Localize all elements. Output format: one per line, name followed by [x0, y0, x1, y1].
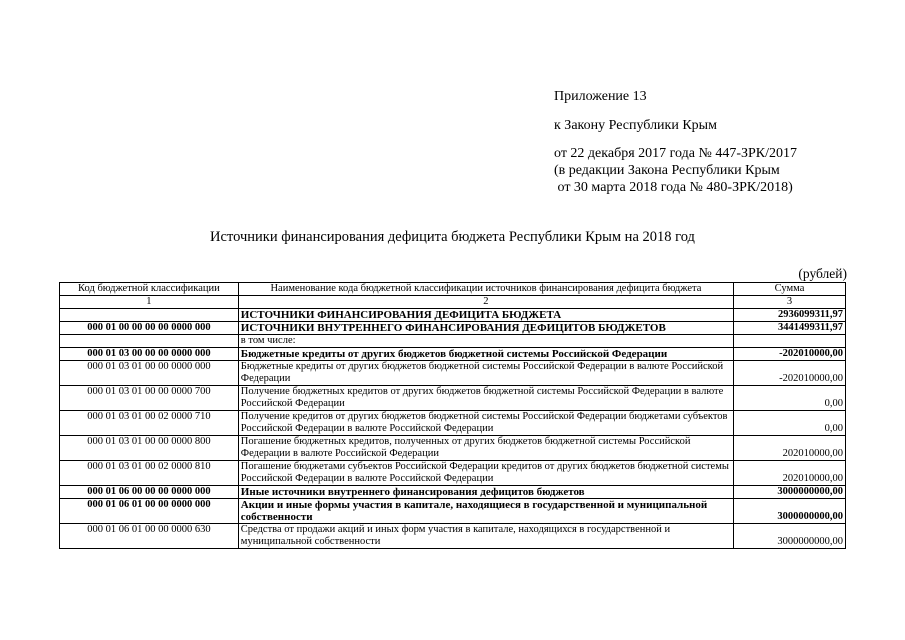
- row-code: 000 01 00 00 00 00 0000 000: [60, 322, 239, 335]
- row-sum: -202010000,00: [734, 361, 846, 386]
- row-code: 000 01 03 00 00 00 0000 000: [60, 348, 239, 361]
- row-name: Получение кредитов от других бюджетов бюджетной системы Российской Федерации бюджетами субъектов Российской Федерации в валюте Российской Федерации: [238, 411, 733, 436]
- row-name: в том числе:: [238, 335, 733, 348]
- row-code: 000 01 06 01 00 00 0000 630: [60, 524, 239, 549]
- row-name: Иные источники внутреннего финансирования дефицитов бюджетов: [238, 486, 733, 499]
- row-name: Бюджетные кредиты от других бюджетов бюджетной системы Российской Федерации в валюте Российской Федерации: [238, 361, 733, 386]
- appendix-date: от 22 декабря 2017 года № 447-ЗРК/2017: [554, 146, 798, 161]
- budget-sources-table: [59, 282, 846, 549]
- appendix-block: [554, 88, 797, 196]
- table-row: [60, 461, 846, 486]
- row-sum: 3441499311,97: [734, 322, 846, 335]
- header-sum: Сумма: [734, 283, 846, 296]
- table-row: [60, 411, 846, 436]
- table-row: [60, 348, 846, 361]
- header-code: Код бюджетной классификации: [60, 283, 239, 296]
- table-row: [60, 499, 846, 524]
- row-code: 000 01 06 01 00 00 0000 000: [60, 499, 239, 524]
- row-name: Получение бюджетных кредитов от других бюджетов бюджетной системы Российской Федерации в валюте Российской Федерации: [238, 386, 733, 411]
- appendix-law: к Закону Республики Крым: [554, 118, 717, 133]
- row-sum: 3000000000,00: [734, 524, 846, 549]
- row-name: Бюджетные кредиты от других бюджетов бюджетной системы Российской Федерации: [238, 348, 733, 361]
- appendix-number: Приложение 13: [554, 89, 647, 104]
- row-sum: -202010000,00: [734, 348, 846, 361]
- row-code: 000 01 03 01 00 00 0000 800: [60, 436, 239, 461]
- row-sum: 3000000000,00: [734, 486, 846, 499]
- row-sum: 202010000,00: [734, 461, 846, 486]
- table-row: [60, 361, 846, 386]
- appendix-edition-date: от 30 марта 2018 года № 480-ЗРК/2018): [554, 180, 793, 195]
- row-sum: 0,00: [734, 386, 846, 411]
- row-code: [60, 335, 239, 348]
- table-row: [60, 322, 846, 335]
- table-header-row: [60, 283, 846, 296]
- row-name: Погашение бюджетных кредитов, полученных от других бюджетов бюджетной системы Российской Федерации в валюте Российской Федерации: [238, 436, 733, 461]
- column-number: 1: [60, 296, 239, 309]
- row-code: 000 01 03 01 00 02 0000 710: [60, 411, 239, 436]
- row-code: [60, 309, 239, 322]
- column-number: 2: [238, 296, 733, 309]
- column-number-row: [60, 296, 846, 309]
- row-sum: 202010000,00: [734, 436, 846, 461]
- table-row: [60, 309, 846, 322]
- row-code: 000 01 03 01 00 00 0000 700: [60, 386, 239, 411]
- appendix-edition: (в редакции Закона Республики Крым: [554, 163, 780, 178]
- header-name: Наименование кода бюджетной классификации источников финансирования дефицита бюджета: [238, 283, 733, 296]
- document-title: Источники финансирования дефицита бюджета Республики Крым на 2018 год: [210, 229, 695, 245]
- row-sum: 0,00: [734, 411, 846, 436]
- table-row: [60, 486, 846, 499]
- row-sum: 3000000000,00: [734, 499, 846, 524]
- row-name: ИСТОЧНИКИ ВНУТРЕННЕГО ФИНАНСИРОВАНИЯ ДЕФИЦИТОВ БЮДЖЕТОВ: [238, 322, 733, 335]
- row-code: 000 01 06 00 00 00 0000 000: [60, 486, 239, 499]
- row-code: 000 01 03 01 00 00 0000 000: [60, 361, 239, 386]
- row-code: 000 01 03 01 00 02 0000 810: [60, 461, 239, 486]
- table-row: [60, 386, 846, 411]
- row-name: Средства от продажи акций и иных форм участия в капитале, находящихся в государственной и муниципальной собственности: [238, 524, 733, 549]
- row-name: Акции и иные формы участия в капитале, находящиеся в государственной и муниципальной собственности: [238, 499, 733, 524]
- unit-label: (рублей): [798, 266, 847, 281]
- table-row: [60, 436, 846, 461]
- table-row: [60, 335, 846, 348]
- row-name: Погашение бюджетами субъектов Российской Федерации кредитов от других бюджетов бюджетной системы Российской Федерации в валюте Российской Федерации: [238, 461, 733, 486]
- table-row: [60, 524, 846, 549]
- row-sum: 2936099311,97: [734, 309, 846, 322]
- row-name: ИСТОЧНИКИ ФИНАНСИРОВАНИЯ ДЕФИЦИТА БЮДЖЕТА: [238, 309, 733, 322]
- row-sum: [734, 335, 846, 348]
- column-number: 3: [734, 296, 846, 309]
